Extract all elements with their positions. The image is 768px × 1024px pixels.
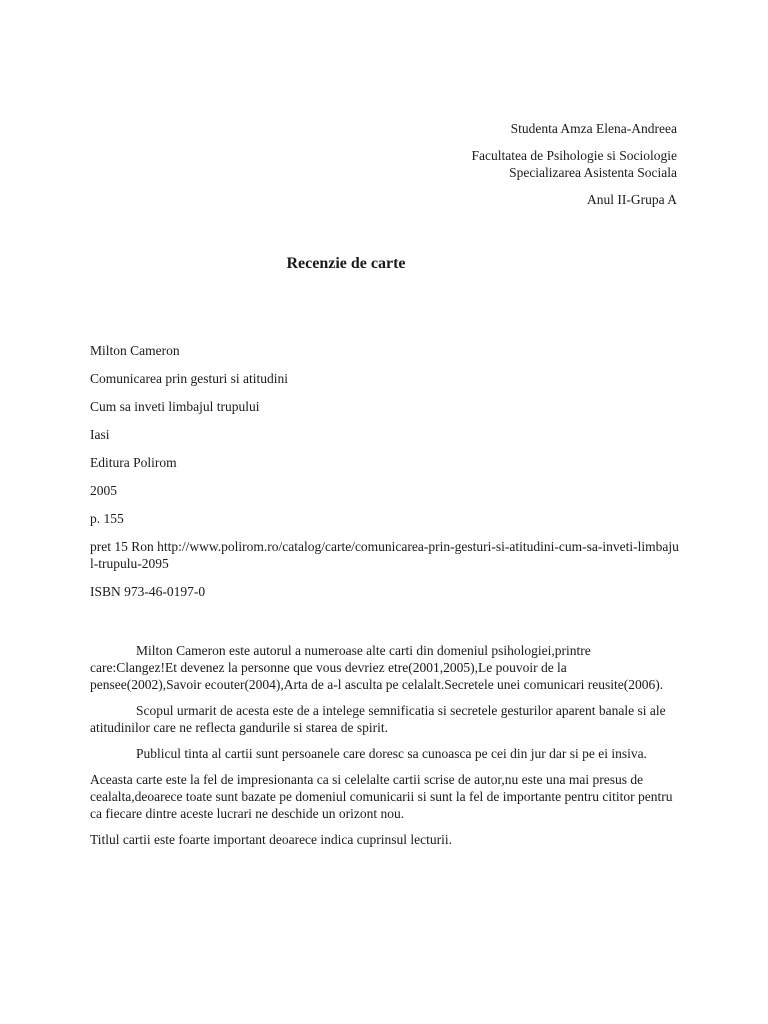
book-year: 2005 (90, 483, 117, 498)
paragraph-audience: Publicul tinta al cartii sunt persoanele care doresc sa cunoasca pe cei din jur dar si pe ei insiva. (136, 746, 647, 761)
student-name: Studenta Amza Elena-Andreea (510, 121, 677, 136)
specialization-name: Specializarea Asistenta Sociala (509, 165, 677, 180)
review-body (90, 642, 680, 857)
year-group: Anul II-Grupa A (587, 192, 677, 207)
paragraph-author: Milton Cameron este autorul a numeroase alte carti din domeniul psihologiei,printre care:Clangez!Et devenez la personne que vous devriez etre(2001,2005),Le pouvoir de la pensee(2002),Savoir ecouter(2004),Arta de a-l asculta pe celalalt.Secretele unei comunicari reusite(2006). (90, 643, 664, 692)
paragraph-impression: Aceasta carte este la fel de impresionanta ca si celelalte cartii scrise de autor,nu este una mai presus de cealalta,deoarece toate sunt bazate pe domeniul comunicarii si sunt la fel de importante pentru cititor pentru ca fiecare dintre aceste lucrari ne deschide un orizont nou. (90, 772, 673, 821)
book-author: Milton Cameron (90, 343, 180, 358)
book-subtitle: Cum sa inveti limbajul trupului (90, 399, 260, 414)
paragraph-purpose: Scopul urmarit de acesta este de a intelege semnificatia si secretele gesturilor aparent banale si ale atitudinilor care ne reflecta gandurile si starea de spirit. (90, 703, 666, 735)
book-city: Iasi (90, 427, 110, 442)
book-pages: p. 155 (90, 511, 124, 526)
book-price-url: pret 15 Ron http://www.polirom.ro/catalog/carte/comunicarea-prin-gesturi-si-atitudini-cum-sa-inveti-limbajul-trupulu-2095 (90, 539, 679, 571)
student-header (472, 120, 677, 208)
book-publisher: Editura Polirom (90, 455, 177, 470)
book-isbn: ISBN 973-46-0197-0 (90, 584, 206, 599)
faculty-name: Facultatea de Psihologie si Sociologie (471, 148, 677, 163)
paragraph-title: Titlul cartii este foarte important deoarece indica cuprinsul lecturii. (90, 832, 453, 847)
bibliographic-info (90, 342, 680, 611)
book-title: Comunicarea prin gesturi si atitudini (90, 371, 288, 386)
document-title: Recenzie de carte (286, 255, 406, 272)
